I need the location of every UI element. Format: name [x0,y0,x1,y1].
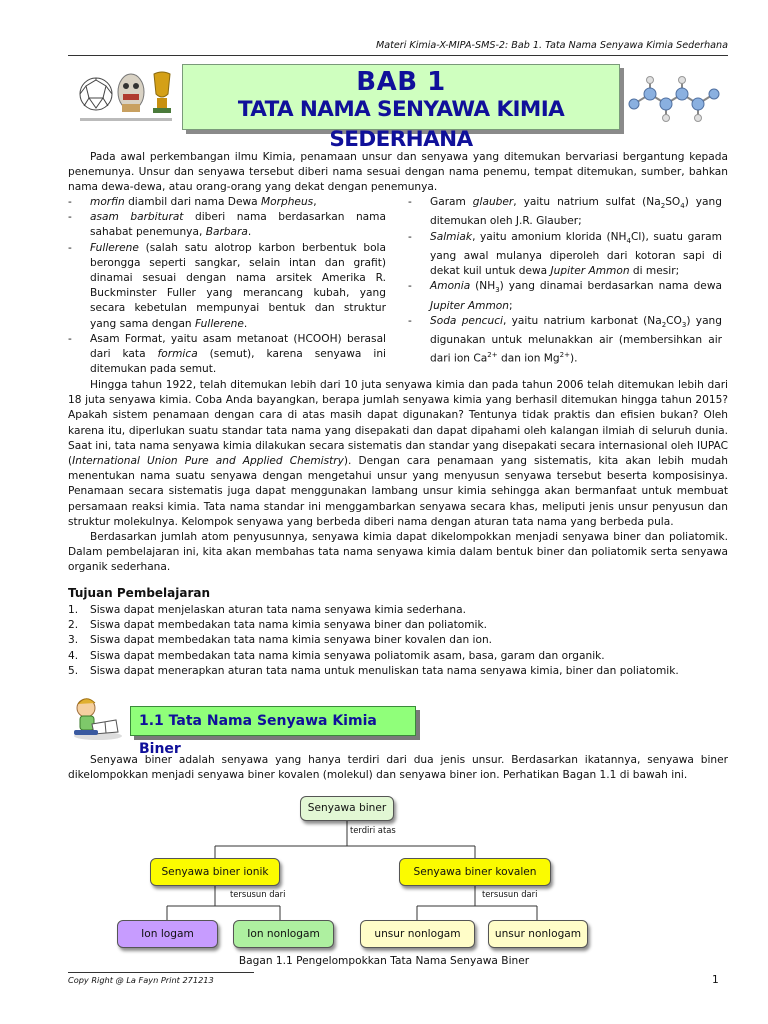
section-paragraph: Senyawa biner adalah senyawa yang hanya terdiri dari dua jenis unsur. Berdasarkan ikatannya, senyawa biner dikelompokkan menjadi senyawa biner kovalen (molekul) dan senyawa biner ion. Perhatikan Bagan 1.1 di bawah ini. [68,754,728,782]
page-number: 1 [712,974,719,986]
diagram-node-unsur-nonlogam-1: unsur nonlogam [360,920,475,948]
chapter-title: TATA NAMA SENYAWA KIMIA SEDERHANA [237,97,565,152]
atom-count-paragraph: Berdasarkan jumlah atom penyusunnya, senyawa kimia dapat dikelompokkan menjadi senyawa biner dan poliatomik. Dalam pembelajaran ini, kita akan membahas tata nama senyawa kimia dalam bentuk biner dan poliatomik serta senyawa organik sederhana. [68,531,728,574]
bullet-soda-pencuci: - Soda pencuci, yaitu natrium karbonat $(Na_2CO_3)$ yang digunakan untuk melunakkan air (membersihkan air dari ion $Ca^{2+}$ dan ion $Mg^{2+}$). [408,314,722,367]
section-title: 1.1 Tata Nama Senyawa Kimia Biner [130,706,416,736]
objective-item: 5. Siswa dapat menerapkan aturan tata nama untuk menuliskan tata nama senyawa kimia, biner dan poliatomik. [68,664,679,677]
diagram-node-unsur-nonlogam-2: unsur nonlogam [488,920,588,948]
diagram-edge-label: tersusun dari [482,889,538,899]
bullet-morfin: - morfin diambil dari nama Dewa Morpheus, [68,195,386,210]
diagram-node-biner-ionik: Senyawa biner ionik [150,858,280,886]
diagram-caption: Bagan 1.1 Pengelompokkan Tata Nama Senyawa Biner [238,955,530,967]
diagram-edge-label: tersusun dari [230,889,286,899]
objective-item: 4. Siswa dapat membedakan tata nama kimia senyawa poliatomik asam, basa, garam dan organik. [68,649,605,662]
bullet-amonia: - Amonia $(NH_3)$ yang dinamai berdasarkan nama dewa Jupiter Ammon; [408,279,722,314]
intro-paragraph: Pada awal perkembangan ilmu Kimia, penamaan unsur dan senyawa yang ditemukan bervariasi bergantung kepada penemunya. Unsur dan senyawa tersebut diberi nama sesuai dengan nama penemu, tempat ditemukan, sumber, bahkan nama dewa-dewa, atau orang-orang yang dekat dengan penemunya. [68,151,728,194]
running-header: Materi Kimia-X-MIPA-SMS-2: Bab 1. Tata Nama Senyawa Kimia Sederhana [68,40,728,56]
history-paragraph: Hingga tahun 1922, telah ditemukan lebih dari 10 juta senyawa kimia dan pada tahun 2006 telah ditemukan lebih dari 18 juta senyawa kimia. Coba Anda bayangkan, berapa jumlah senyawa kimia yang berhasil ditemukan hingga tahun 2015? Apakah sistem penamaan dengan cara di atas masih dapat digunakan? Tentunya tidak praktis dan efisien bukan? Oleh karena itu, diperlukan suatu standar tata nama yang disepakati dan dapat dipahami oleh kalangan ilmiah di seluruh dunia. Saat ini, tata nama senyawa kimia dilakukan secara sistematis dan standar yang disepakati secara internasional oleh IUPAC (International Union Pure and Applied Chemistry). Dengan cara penamaan yang sistematis, kita akan lebih mudah menentukan nama suatu senyawa dengan mengetahui unsur yang menyusun senyawa tersebut beserta komposisinya. Penamaan secara sistematis juga dapat menggunakan lambang unsur kimia sehingga akan bermanfaat untuk membuat persamaan reaksi kimia. Tata nama standar ini menggambarkan senyawa secara khas, meliputi jenis unsur penyusun dan struktur molekulnya. Kelompok senyawa yang berbeda diberi nama dengan aturan tata nama yang berbeda pula. [68,379,728,528]
bullet-barbiturat: - asam barbiturat diberi nama berdasarkan nama sahabat penemunya, Barbara. [68,210,386,240]
learning-objectives-heading: Tujuan Pembelajaran [68,586,211,600]
diagram-node-biner-kovalen: Senyawa biner kovalen [399,858,551,886]
bullet-garam-glauber: - Garam glauber, yaitu natrium sulfat $(Na_2SO_4)$ yang ditemukan oleh J.R. Glauber; [408,195,722,230]
bullet-asam-format: - Asam Format, yaitu asam metanoat (HCOOH) berasal dari kata formica (semut), karena senyawa ini ditemukan pada semut. [68,332,386,378]
bullet-fullerene: - Fullerene (salah satu alotrop karbon berbentuk bola berongga seperti sangkar, selain intan dan grafit) dinamai sesuai dengan nama arsitek Amerika R. Buckminster Fuller yang merancang kubah, yang secara kebetulan mempunyai bentuk dan struktur yang sama dengan Fullerene. [68,241,386,332]
diagram-node-ion-nonlogam: Ion nonlogam [233,920,334,948]
diagram-node-ion-logam: Ion logam [117,920,218,948]
diagram-node-senyawa-biner: Senyawa biner [300,796,394,821]
diagram-edge-label: terdiri atas [350,825,396,835]
bullet-salmiak: - Salmiak, yaitu amonium klorida $(NH_4Cl)$, suatu garam yang awal mulanya diperoleh dari kotoran sapi di dekat kuil untuk dewa Jupiter Ammon di mesir; [408,230,722,280]
objective-item: 2. Siswa dapat membedakan tata nama kimia senyawa biner dan poliatomik. [68,619,487,632]
objective-item: 1. Siswa dapat menjelaskan aturan tata nama senyawa kimia sederhana. [68,604,466,616]
copyright-text: Copy Right @ La Fayn Print 271213 [68,975,214,985]
objective-item: 3. Siswa dapat membedakan tata nama kimia senyawa biner kovalen dan ion. [68,634,493,647]
chapter-number: BAB 1 [356,67,446,97]
footer-divider [68,972,254,973]
